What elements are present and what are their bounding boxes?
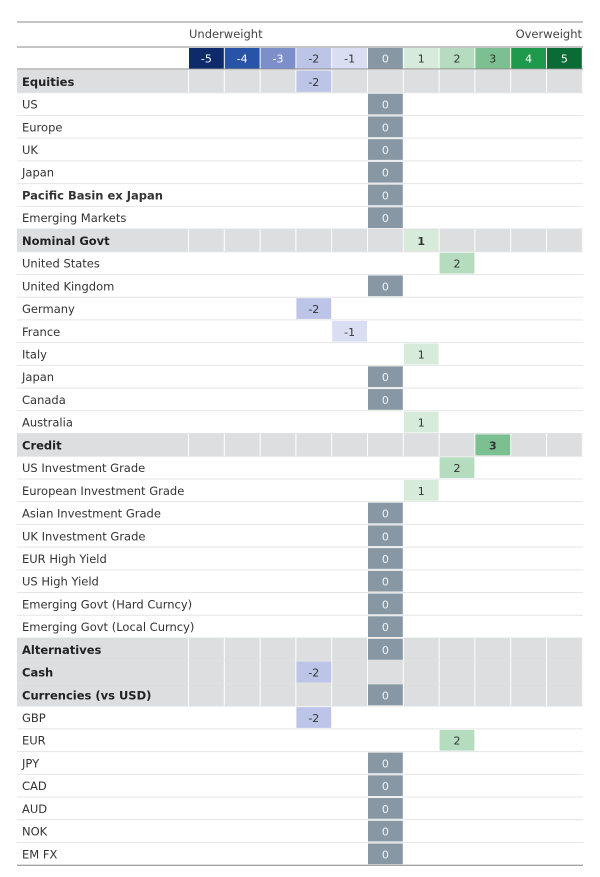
scale-label-minus-3: -3 [272,52,284,66]
table-row [17,207,583,229]
row-label-jpy: JPY [22,756,40,771]
table-row [17,594,583,616]
table-row [17,185,583,207]
table-row [17,457,583,479]
row-label-credit: Credit [22,438,62,453]
table-row [17,843,583,865]
value-label-uk-investment-grade: 0 [381,530,389,544]
table-row [17,412,583,434]
table-row [17,775,583,797]
table-row [17,503,583,525]
table-row [17,434,583,457]
row-label-em-fx: EM FX [22,847,58,862]
value-label-em-fx: 0 [381,848,389,862]
value-label-pacific-basin-ex-japan: 0 [381,189,389,203]
table-row [17,139,583,161]
value-label-eur-high-yield: 0 [381,552,389,566]
table-row [17,683,583,706]
row-label-japan: Japan [22,165,55,180]
table-row [17,571,583,593]
scale-label-minus-1: -1 [344,52,356,66]
row-label-pacific-basin-ex-japan: Pacific Basin ex Japan [22,188,163,203]
value-label-uk: 0 [381,144,389,158]
value-label-jpy: 0 [381,757,389,771]
value-label-credit: 3 [488,439,497,453]
table-row [17,116,583,138]
table-row [17,638,583,661]
scale-label-zero: 0 [381,52,389,66]
value-label-cash: -2 [308,666,320,680]
value-label-us-high-yield: 0 [381,575,389,589]
row-label-canada: Canada [22,392,66,407]
row-label-cad: CAD [22,779,47,794]
value-label-us: 0 [381,98,389,112]
value-label-alternatives: 0 [381,643,389,657]
scale-header-row [17,47,583,69]
table-row [17,798,583,820]
underweight-label: Underweight [189,27,263,41]
table-row [17,298,583,320]
row-label-germany: Germany [22,302,75,317]
row-label-gbp: GBP [22,711,46,726]
row-label-currencies-vs-usd: Currencies (vs USD) [22,688,152,703]
value-label-equities: -2 [308,75,320,89]
value-label-cad: 0 [381,780,389,794]
value-label-eur: 2 [453,734,461,748]
table-row [17,344,583,366]
row-label-italy: Italy [22,347,47,362]
table-row [17,707,583,729]
table-row [17,389,583,411]
scale-label-minus-5: -5 [200,52,212,66]
row-label-us-investment-grade: US Investment Grade [22,461,146,476]
row-label-emerging-markets: Emerging Markets [22,211,127,226]
table-body [17,70,583,865]
value-label-japan: 0 [381,371,389,385]
value-label-emerging-govt-hard-curncy: 0 [381,598,389,612]
table-row [17,229,583,252]
value-label-united-kingdom: 0 [381,280,389,294]
table-row [17,70,583,93]
row-label-uk: UK [22,143,38,158]
scale-label-plus-4: 4 [525,52,533,66]
table-row [17,94,583,116]
row-label-eur-high-yield: EUR High Yield [22,551,107,566]
row-label-us: US [22,97,38,112]
table-row [17,321,583,343]
value-label-aud: 0 [381,802,389,816]
row-label-nok: NOK [22,824,48,839]
table-row [17,661,583,684]
row-label-eur: EUR [22,733,46,748]
overweight-label: Overweight [515,27,582,41]
value-label-european-investment-grade: 1 [417,484,425,498]
row-label-european-investment-grade: European Investment Grade [22,483,185,498]
row-label-united-kingdom: United Kingdom [22,279,115,294]
row-label-equities: Equities [22,74,75,89]
scale-label-plus-5: 5 [560,52,568,66]
scale-label-plus-1: 1 [417,52,425,66]
value-label-australia: 1 [417,416,425,430]
table-row [17,480,583,502]
value-label-germany: -2 [308,303,320,317]
value-label-emerging-markets: 0 [381,212,389,226]
table-row [17,525,583,547]
table-row [17,753,583,775]
scale-label-minus-4: -4 [236,52,248,66]
row-label-nominal-govt: Nominal Govt [22,233,110,248]
table-row [17,275,583,297]
row-label-aud: AUD [22,801,48,816]
row-label-japan: Japan [22,370,55,385]
scale-label-plus-2: 2 [453,52,461,66]
value-label-gbp: -2 [308,712,320,726]
table-row [17,366,583,388]
table-row [17,821,583,843]
value-label-united-states: 2 [453,257,461,271]
value-label-italy: 1 [417,348,425,362]
value-label-france: -1 [344,325,356,339]
value-label-nominal-govt: 1 [417,234,426,248]
row-label-emerging-govt-local-curncy: Emerging Govt (Local Curncy) [22,620,195,635]
row-label-uk-investment-grade: UK Investment Grade [22,529,146,544]
row-label-alternatives: Alternatives [22,642,102,657]
table-row [17,162,583,184]
value-label-canada: 0 [381,393,389,407]
scale-label-plus-3: 3 [489,52,497,66]
value-label-us-investment-grade: 2 [453,462,461,476]
value-label-currencies-vs-usd: 0 [381,689,389,703]
table-row [17,548,583,570]
value-label-japan: 0 [381,166,389,180]
row-label-australia: Australia [22,415,73,430]
category-band [17,638,583,661]
row-label-cash: Cash [22,665,54,680]
row-label-europe: Europe [22,120,63,135]
value-label-emerging-govt-local-curncy: 0 [381,621,389,635]
row-label-us-high-yield: US High Yield [22,574,99,589]
row-label-emerging-govt-hard-curncy: Emerging Govt (Hard Curncy) [22,597,193,612]
row-label-united-states: United States [22,256,100,271]
row-label-asian-investment-grade: Asian Investment Grade [22,506,161,521]
value-label-europe: 0 [381,121,389,135]
value-label-asian-investment-grade: 0 [381,507,389,521]
table-row [17,253,583,275]
table-row [17,730,583,752]
row-label-france: France [22,324,61,339]
value-label-nok: 0 [381,825,389,839]
scale-label-minus-2: -2 [308,52,320,66]
table-row [17,616,583,638]
